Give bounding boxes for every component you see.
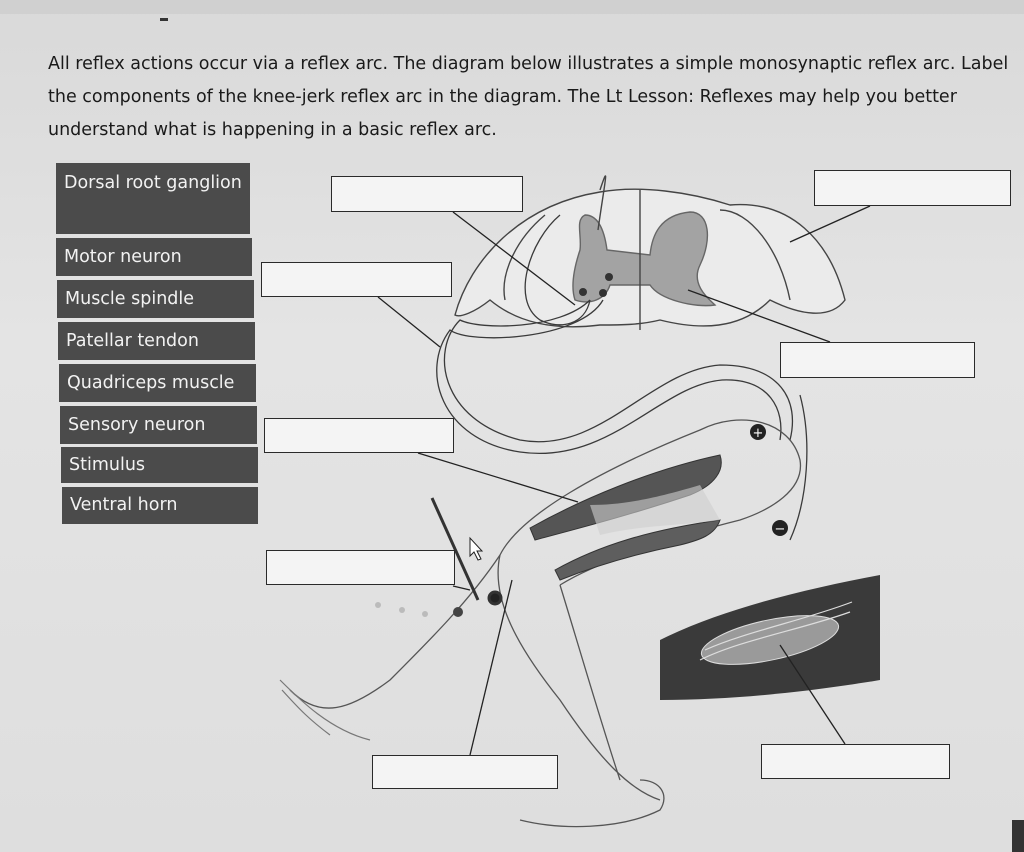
minus-symbol — [772, 520, 788, 537]
quadriceps-muscle-shape — [530, 455, 721, 580]
lower-foot — [280, 680, 370, 740]
plus-symbol — [750, 424, 766, 441]
bank-item-motor-neuron[interactable]: Motor neuron — [56, 238, 252, 276]
bank-item-ventral-horn[interactable]: Ventral horn — [62, 487, 258, 524]
tap-motion-dots — [375, 602, 428, 617]
drop-box-8[interactable] — [761, 744, 950, 779]
drop-box-5[interactable] — [264, 418, 454, 453]
instructions-text: All reflex actions occur via a reflex arc. The diagram below illustrates a simple monosynaptic reflex arc. Label the components of the knee-jerk reflex arc in the diagram. The Lt Lesson: Reflexes may help you better understand what is happening in a basic reflex arc. — [48, 54, 1009, 140]
bank-item-sensory-neuron[interactable]: Sensory neuron — [60, 406, 257, 444]
drop-box-6[interactable] — [266, 550, 455, 585]
mouse-cursor — [470, 538, 482, 560]
bank-item-patellar-tendon[interactable]: Patellar tendon — [58, 322, 255, 360]
muscle-spindle-inset — [660, 575, 880, 700]
svg-text:+: + — [752, 426, 764, 441]
bank-item-dorsal-root-ganglion[interactable]: Dorsal root ganglion — [56, 163, 250, 234]
drop-box-1[interactable] — [331, 176, 523, 212]
svg-text:−: − — [774, 522, 786, 537]
bank-item-stimulus[interactable]: Stimulus — [61, 447, 258, 483]
bank-item-quadriceps-muscle[interactable]: Quadriceps muscle — [59, 364, 256, 402]
drop-box-7[interactable] — [372, 755, 558, 789]
drop-box-4[interactable] — [780, 342, 975, 378]
drop-box-2[interactable] — [814, 170, 1011, 206]
corner-mark — [1012, 820, 1024, 852]
bank-item-muscle-spindle[interactable]: Muscle spindle — [57, 280, 254, 318]
drop-box-3[interactable] — [261, 262, 452, 297]
